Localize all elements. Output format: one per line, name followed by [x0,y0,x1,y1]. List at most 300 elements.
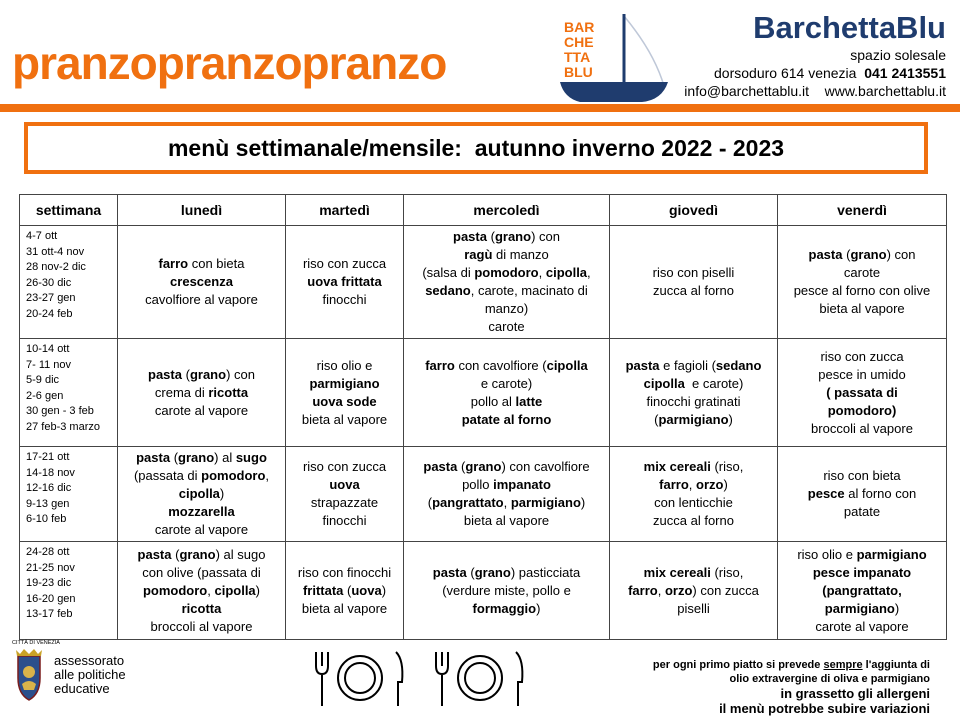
dish-text: , [265,468,270,483]
allergen-text: ragù [464,247,493,262]
table-row [20,339,947,447]
dish-text: strapazzate [310,495,379,510]
dish-text: pollo al [470,393,516,409]
allergen-text: cipolla [546,357,588,373]
allergen-text: mix cereali [643,459,711,474]
menu-cell-giovedi [610,447,778,542]
dish-text: (riso, [710,459,744,474]
venice-crest-icon [10,638,60,704]
dish-line [782,582,942,600]
menu-cell-lunedi [118,226,286,339]
week-range: 30 gen - 3 feb [26,405,94,417]
dish-text: broccoli al vapore [811,420,913,436]
week-range: 19-23 dic [26,577,72,589]
menu-cell-venerdi [778,447,947,542]
dish-text: ( [654,411,659,427]
dish-line [122,582,281,600]
allergen-text: uova [329,477,360,492]
week-range: 23-27 gen [26,292,76,304]
menu-subtitle [24,122,928,174]
dish-text: pesce al forno con olive [793,283,931,298]
dish-line [408,458,605,476]
dish-text: con bieta [188,256,245,271]
brand-web-line [666,82,946,100]
allergen-text: parmigiano [510,495,581,510]
dish-text: ( [466,564,475,580]
dish-line [782,564,942,582]
allergen-text: pesce impanato [812,564,912,580]
dish-text: riso con zucca [820,348,904,364]
dish-text: carote [488,319,525,334]
brand-address-line [666,64,946,82]
allergen-text: pasta [137,546,172,562]
week-range: 28 nov-2 dic [26,261,86,273]
week-range: 21-25 nov [26,561,75,574]
dish-text: , [587,265,591,280]
dish-line [290,393,399,411]
dish-line [290,273,399,291]
dish-line [408,264,605,282]
allergen-text: grano [178,450,215,465]
svg-text:BLU: BLU [564,64,593,80]
week-range: 17-21 ott [26,451,70,463]
brand-tagline: spazio solesale [850,47,946,63]
dish-text: finocchi [322,292,367,307]
dish-text: al forno con [844,486,917,501]
allergen-text: pasta [148,366,182,382]
dish-text: con cavolfiore ( [454,357,547,373]
allergen-text: pesce [807,486,845,501]
dish-text: carote [843,265,881,280]
allergen-text: pomodoro [201,468,266,483]
menu-cell-giovedi [610,339,778,447]
dish-text: ) [723,477,728,492]
allergen-text: ricotta [208,384,249,400]
dish-line [614,512,773,530]
menu-cell-lunedi [118,339,286,447]
table-row [20,226,947,339]
table-row [20,542,947,640]
week-range: 31 ott-4 nov [26,245,85,258]
header-settimana: settimana [20,195,118,226]
fork-icon [436,652,448,706]
dish-line [122,366,281,384]
page-title: pranzopranzopranzo [12,37,447,89]
dish-text: ) con [226,366,255,382]
allergen-text: grano [494,229,532,244]
week-range: 6-10 feb [26,513,67,525]
dish-line [408,246,605,264]
dish-line [782,246,942,264]
week-range: 26-30 dic [26,276,72,289]
menu-cell-giovedi [610,542,778,640]
dish-line [290,600,399,618]
dish-text: carote al vapore [154,522,249,537]
header-martedi: martedì [286,195,404,226]
dish-text: manzo) [484,301,529,316]
dish-line [290,255,399,273]
dish-line [122,467,281,485]
dish-line [408,228,605,246]
dish-text: riso con finocchi [297,564,392,580]
week-range: 4-7 ott [26,230,58,242]
allergen-text: cipolla [545,265,588,280]
knife-icon [396,652,402,706]
dish-line [782,282,942,300]
dish-line [408,564,605,582]
week-range: 13-17 feb [26,608,73,620]
dish-line [614,582,773,600]
brand-contact [666,10,946,100]
logo-text: BAR [564,19,595,35]
dish-line [290,564,399,582]
allergen-text: farro [659,477,689,492]
allergen-text: pasta [453,229,487,244]
allergen-text: impanato [493,477,551,492]
dish-text: crema di [154,384,209,400]
allergen-text: pasta [625,357,660,373]
dish-line [782,600,942,618]
dish-text: ) con zucca [692,582,759,598]
dish-text: , [688,477,697,492]
dish-text: con lenticchie [654,495,733,510]
dish-text: bieta al vapore [301,411,388,427]
week-range: 2-6 gen [26,389,64,402]
dish-line [290,512,399,530]
plate-icon [338,656,382,700]
allergen-text: sedano [715,357,762,373]
allergen-text: mozzarella [168,504,235,519]
dish-line [614,411,773,429]
dish-line [122,485,281,503]
dish-line [122,384,281,402]
dish-text: , [207,582,215,598]
footer-notes [590,658,930,716]
allergen-text: pasta [808,247,843,262]
dish-line [408,476,605,494]
dish-line [782,264,942,282]
allergen-text: parmigiano [658,411,729,427]
allergen-text: cipolla [178,486,220,501]
dish-line [408,375,605,393]
brand-phone: 041 2413551 [864,65,946,81]
menu-cell-mercoledi [404,226,610,339]
allergen-text: pasta [136,450,171,465]
dish-line [122,600,281,618]
dish-text: broccoli al vapore [150,618,253,634]
dish-line [408,411,605,429]
allergen-text: cipolla [643,375,685,391]
dish-text: pollo [462,477,494,492]
allergen-text: uova frittata [307,274,382,289]
dish-text: ) con cavolfiore [501,459,590,474]
dish-text: (riso, [710,564,744,580]
menu-table [19,194,947,640]
menu-cell-mercoledi [404,542,610,640]
dish-text: carote al vapore [815,618,909,634]
dish-text: ) al [214,450,236,465]
dish-line [614,264,773,282]
dish-text: finocchi gratinati [646,393,741,409]
menu-cell-mercoledi [404,447,610,542]
dish-line [290,476,399,494]
allergen-note: in grassetto gli allergeni [780,686,930,701]
dish-line [782,503,942,521]
dish-line [614,375,773,393]
menu-cell-lunedi [118,542,286,640]
week-dates-cell [20,339,118,447]
allergen-text: latte [515,393,543,409]
dish-line [122,449,281,467]
allergen-text: parmigiano [856,546,927,562]
allergen-text: pasta [423,459,458,474]
dish-line [122,402,281,420]
table-header-row [20,195,947,226]
header-venerdi: venerdì [778,195,947,226]
brand-website[interactable]: www.barchettablu.it [824,83,946,99]
week-range: 16-20 gen [26,592,76,605]
week-range: 27 feb-3 marzo [26,420,100,433]
allergen-text: sedano [425,283,471,298]
dish-text: , [657,582,665,598]
dish-line [290,291,399,309]
dish-text: zucca al forno [653,513,734,528]
dish-text: ( [457,459,466,474]
allergen-text: farro [628,582,658,598]
table-row [20,447,947,542]
dish-text: ( [181,366,190,382]
dish-text: riso con bieta [823,468,901,483]
dish-line [408,300,605,318]
dish-text: , [503,495,511,510]
allergen-text: patate al forno [461,411,552,427]
menu-cell-venerdi [778,339,947,447]
header-lunedi: lunedì [118,195,286,226]
week-range: 5-9 dic [26,374,60,386]
dish-line [782,485,942,503]
dish-text: ) [728,411,733,427]
dish-line [782,420,942,438]
dish-text: cavolfiore al vapore [145,292,258,307]
dish-line [290,357,399,375]
brand-email[interactable]: info@barchettablu.it [684,83,810,99]
dish-text: patate [843,504,881,519]
dish-text: ( [486,229,495,244]
dish-text: ( [427,495,433,510]
dish-line [614,494,773,512]
week-range: 12-16 dic [26,482,72,494]
allergen-text: grano [850,247,887,262]
dish-text: ) con [531,229,560,244]
dish-line [408,494,605,512]
dish-text: riso con zucca [302,459,387,474]
allergen-text: farro [158,256,189,271]
dish-text: ) al sugo [215,546,266,562]
dish-text: e fagioli ( [659,357,716,373]
dish-line [290,375,399,393]
dish-line [408,282,605,300]
dish-line [782,348,942,366]
dish-line [408,393,605,411]
allergen-text: grano [474,564,511,580]
week-range: 7- 11 nov [26,358,72,371]
allergen-text: mix cereali [643,564,711,580]
dish-text: (salsa di [422,265,475,280]
allergen-text: uova [351,582,382,598]
brand-name: BarchettaBlu [753,10,946,45]
dish-line [782,467,942,485]
knife-icon [516,652,522,706]
allergen-text: pomodoro) [827,402,897,418]
dish-text: (passata di [133,468,202,483]
condiment-note: per ogni primo piatto si prevede sempre l'aggiunta di [652,659,930,671]
dish-text: ) [894,600,900,616]
dish-text: e carote) [480,375,533,391]
menu-subtitle-text: menù settimanale/mensile: autunno inverno 2022 - 2023 [167,134,785,161]
dish-text: ) pasticciata [510,564,581,580]
dish-line [782,546,942,564]
dish-text: ( [170,450,179,465]
dish-text: bieta al vapore [819,301,905,316]
header-divider [0,104,960,112]
dish-line [122,503,281,521]
menu-cell-martedi [286,339,404,447]
allergen-text: ricotta [181,600,222,616]
dish-line [782,366,942,384]
dish-line [408,512,605,530]
allergen-text: pasta [432,564,467,580]
dish-text: ( [343,582,352,598]
dish-line [122,273,281,291]
header-giovedi: giovedì [610,195,778,226]
allergen-text: crescenza [170,274,233,289]
dish-text: zucca al forno [653,283,734,298]
dish-line [290,458,399,476]
dish-line [122,546,281,564]
barchettablu-logo [558,12,670,104]
week-range: 20-24 feb [26,307,73,320]
dish-text: ) [536,600,541,616]
dish-line [782,300,942,318]
dish-line [122,291,281,309]
dish-line [614,282,773,300]
dish-text: riso con piselli [652,265,735,280]
cutlery-plates-icon [308,646,548,710]
dish-line [782,384,942,402]
dish-text: pesce in umido [818,366,906,382]
menu-cell-lunedi [118,447,286,542]
dish-line [782,618,942,636]
dish-line [122,564,281,582]
allergen-text: farro [425,357,455,373]
dish-text: riso con zucca [302,256,387,271]
dish-line [290,411,399,429]
dish-line [408,600,605,618]
week-dates-cell [20,542,118,640]
week-range: 14-18 nov [26,466,75,479]
menu-cell-martedi [286,226,404,339]
assessorato-text: assessorato alle politiche educative [54,653,126,696]
week-range: 10-14 ott [26,343,70,355]
dish-text: ) [219,486,225,501]
menu-cell-martedi [286,447,404,542]
dish-text: ( [842,247,851,262]
dish-text: e carote) [684,375,744,391]
dish-line [614,476,773,494]
allergen-text: ( passata di [826,384,898,400]
dish-text: (verdure miste, pollo e [442,582,571,598]
dish-text: ) [381,582,387,598]
allergen-text: pomodoro [474,265,539,280]
dish-text: ) con [886,247,916,262]
dish-line [614,564,773,582]
allergen-text: formaggio [472,600,537,616]
svg-text:CHE: CHE [564,34,594,50]
allergen-text: orzo [696,477,724,492]
allergen-text: orzo [664,582,693,598]
week-dates-cell [20,447,118,542]
dish-text: con olive (passata di [142,564,261,580]
allergen-text: cipolla [214,582,256,598]
menu-cell-mercoledi [404,339,610,447]
dish-text: riso olio e [316,357,373,373]
dish-line [122,255,281,273]
menu-cell-martedi [286,542,404,640]
allergen-text: pangrattato [432,495,504,510]
dish-text: bieta al vapore [301,600,388,616]
dish-text: riso olio e [797,546,857,562]
dish-line [614,393,773,411]
dish-line [408,582,605,600]
brand-address: dorsoduro 614 venezia [714,65,857,81]
dish-text: bieta al vapore [463,513,550,528]
week-range: 24-28 ott [26,546,70,558]
dish-text: carote al vapore [154,402,249,418]
dish-line [614,458,773,476]
dish-line [614,357,773,375]
allergen-text: frittata [302,582,344,598]
dish-text: , carote, macinato di [470,283,588,298]
allergen-text: pomodoro [142,582,208,598]
municipality-block [6,638,156,718]
plate-icon [458,656,502,700]
dish-text: ) [255,582,261,598]
menu-cell-venerdi [778,226,947,339]
dish-line [122,521,281,539]
header-mercoledi: mercoledì [404,195,610,226]
allergen-text: grano [179,546,216,562]
allergen-text: parmigiano [309,375,380,391]
dish-text: ) [580,495,586,510]
dish-line [614,600,773,618]
week-dates-cell [20,226,118,339]
allergen-text: grano [465,459,502,474]
dish-line [122,618,281,636]
dish-line [408,357,605,375]
svg-text:CITTÀ DI VENEZIA: CITTÀ DI VENEZIA [12,640,60,646]
allergen-text: uova sode [312,393,377,409]
allergen-text: sugo [235,450,267,465]
dish-text: , [538,265,546,280]
fork-icon [316,652,328,706]
dish-text: finocchi [322,513,367,528]
dish-line [290,494,399,512]
allergen-text: parmigiano [824,600,895,616]
dish-text: piselli [677,600,710,616]
variation-note: il menù potrebbe subire variazioni [719,701,930,716]
condiment-note-line2: olio extravergine di oliva e parmigiano [729,673,930,685]
week-range: 9-13 gen [26,497,70,510]
